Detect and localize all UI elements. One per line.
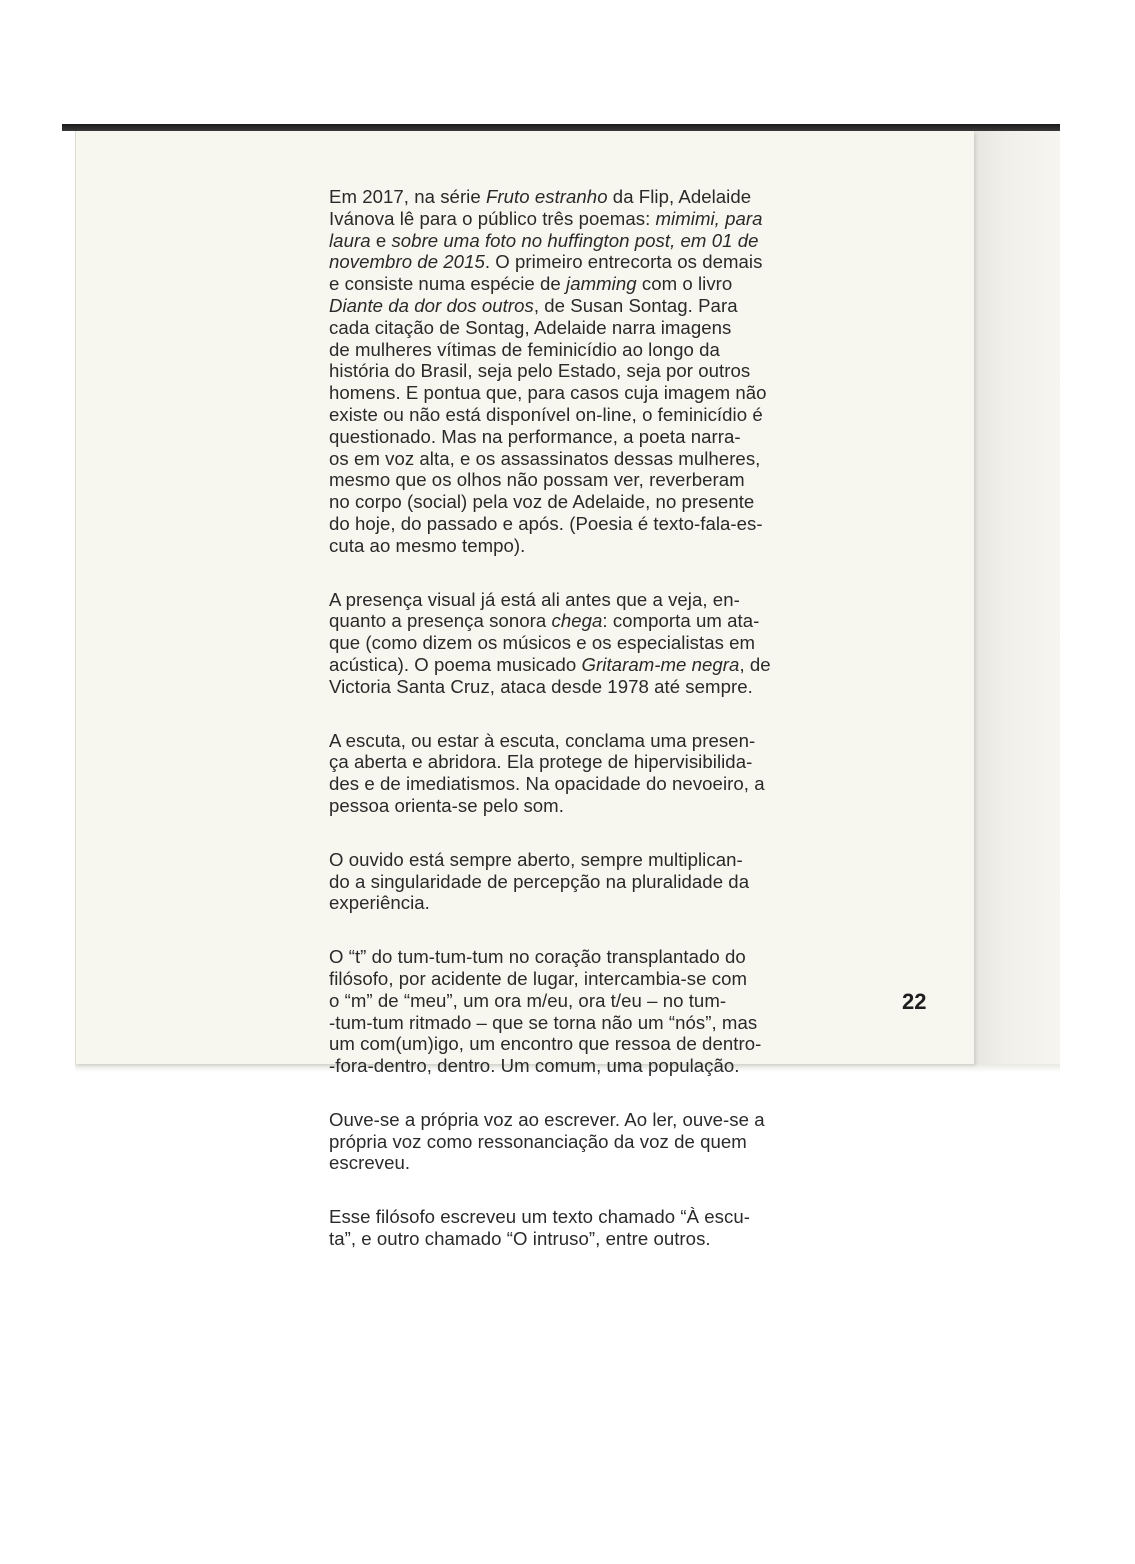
body-text xyxy=(329,186,804,1282)
text-run: , de Susan Sontag. Para cada citação de Sontag, Adelaide narra imagens de mulheres vítimas de feminicídio ao longo da história do Brasil, seja pelo Estado, seja por outros homens. E pontua que, para casos cuja imagem não existe ou não está disponível on-line, o feminicídio é questionado. Mas na performance, a poeta narra- os em voz alta, e os assassinatos dessas mulheres, mesmo que os olhos não possam ver, reverberam no corpo (social) pela voz de Adelaide, no presente do hoje, do passado e após. (Poesia é texto-fala-es- cuta ao mesmo tempo). xyxy=(329,294,767,556)
italic-text: jamming xyxy=(566,273,637,295)
paragraph-1 xyxy=(329,186,804,557)
text-run: A escuta, ou estar à escuta, conclama uma presen- ça aberta e abridora. Ela protege de hipervisibilida- des e de imediatismos. Na opacidade do nevoeiro, a pessoa orienta-se pelo som. xyxy=(329,729,765,816)
book-page xyxy=(75,131,974,1250)
text-run: : comporta um ata- que (como dizem os músicos e os especialistas em acústica). O poema musicado xyxy=(329,610,760,675)
text-run: Ouve-se a própria voz ao escrever. Ao ler, ouve-se a própria voz como ressonanciação da voz de quem escreveu. xyxy=(329,1108,765,1174)
paragraph-7 xyxy=(329,1206,804,1250)
text-run: com o livro xyxy=(641,273,733,295)
text-run: A presença visual já está ali antes que a veja, en- quanto a presença sonora xyxy=(329,588,740,632)
text-run: Em 2017, na série xyxy=(329,186,486,207)
paragraph-2 xyxy=(329,589,804,698)
page-number: 22 xyxy=(902,989,927,1014)
text-run: Esse filósofo escreveu um texto chamado “À escu- ta”, e outro chamado “O intruso”, entre outros. xyxy=(329,1206,750,1250)
text-run: e xyxy=(370,229,392,251)
italic-text: sobre uma foto no huffington post, em 01 de novembro de 2015 xyxy=(329,229,759,273)
italic-text: Diante da dor dos outros xyxy=(329,294,534,316)
text-run: , de Victoria Santa Cruz, ataca desde 1978 até sempre. xyxy=(329,653,771,697)
italic-text: chega xyxy=(551,610,603,632)
paragraph-5 xyxy=(329,946,804,1077)
text-run: . O primeiro entrecorta os demais e consiste numa espécie de xyxy=(329,251,763,295)
italic-text: mimimi, para laura xyxy=(329,207,763,251)
text-run: O “t” do tum-tum-tum no coração transplantado do filósofo, por acidente de lugar, intercambia-se com o “m” de “meu”, um ora m/eu, ora t/eu – no tum- -tum-tum ritmado – que se torna não um “nós”, mas um com(um)igo, um encontro que ressoa de dentro- -fora-dentro, dentro. Um comum, uma população. xyxy=(329,946,762,1077)
text-run: da Flip, Adelaide Ivánova lê para o público três poemas: xyxy=(329,186,752,229)
paragraph-6 xyxy=(329,1109,804,1174)
paragraph-3 xyxy=(329,730,804,817)
book-top-edge xyxy=(62,124,1060,131)
paragraph-4 xyxy=(329,849,804,914)
text-run: O ouvido está sempre aberto, sempre multiplican- do a singularidade de percepção na pluralidade da experiência. xyxy=(329,848,750,914)
italic-text: Fruto estranho xyxy=(485,186,608,207)
italic-text: Gritaram-me negra xyxy=(581,653,740,675)
adjacent-page-edge xyxy=(972,131,1060,1071)
